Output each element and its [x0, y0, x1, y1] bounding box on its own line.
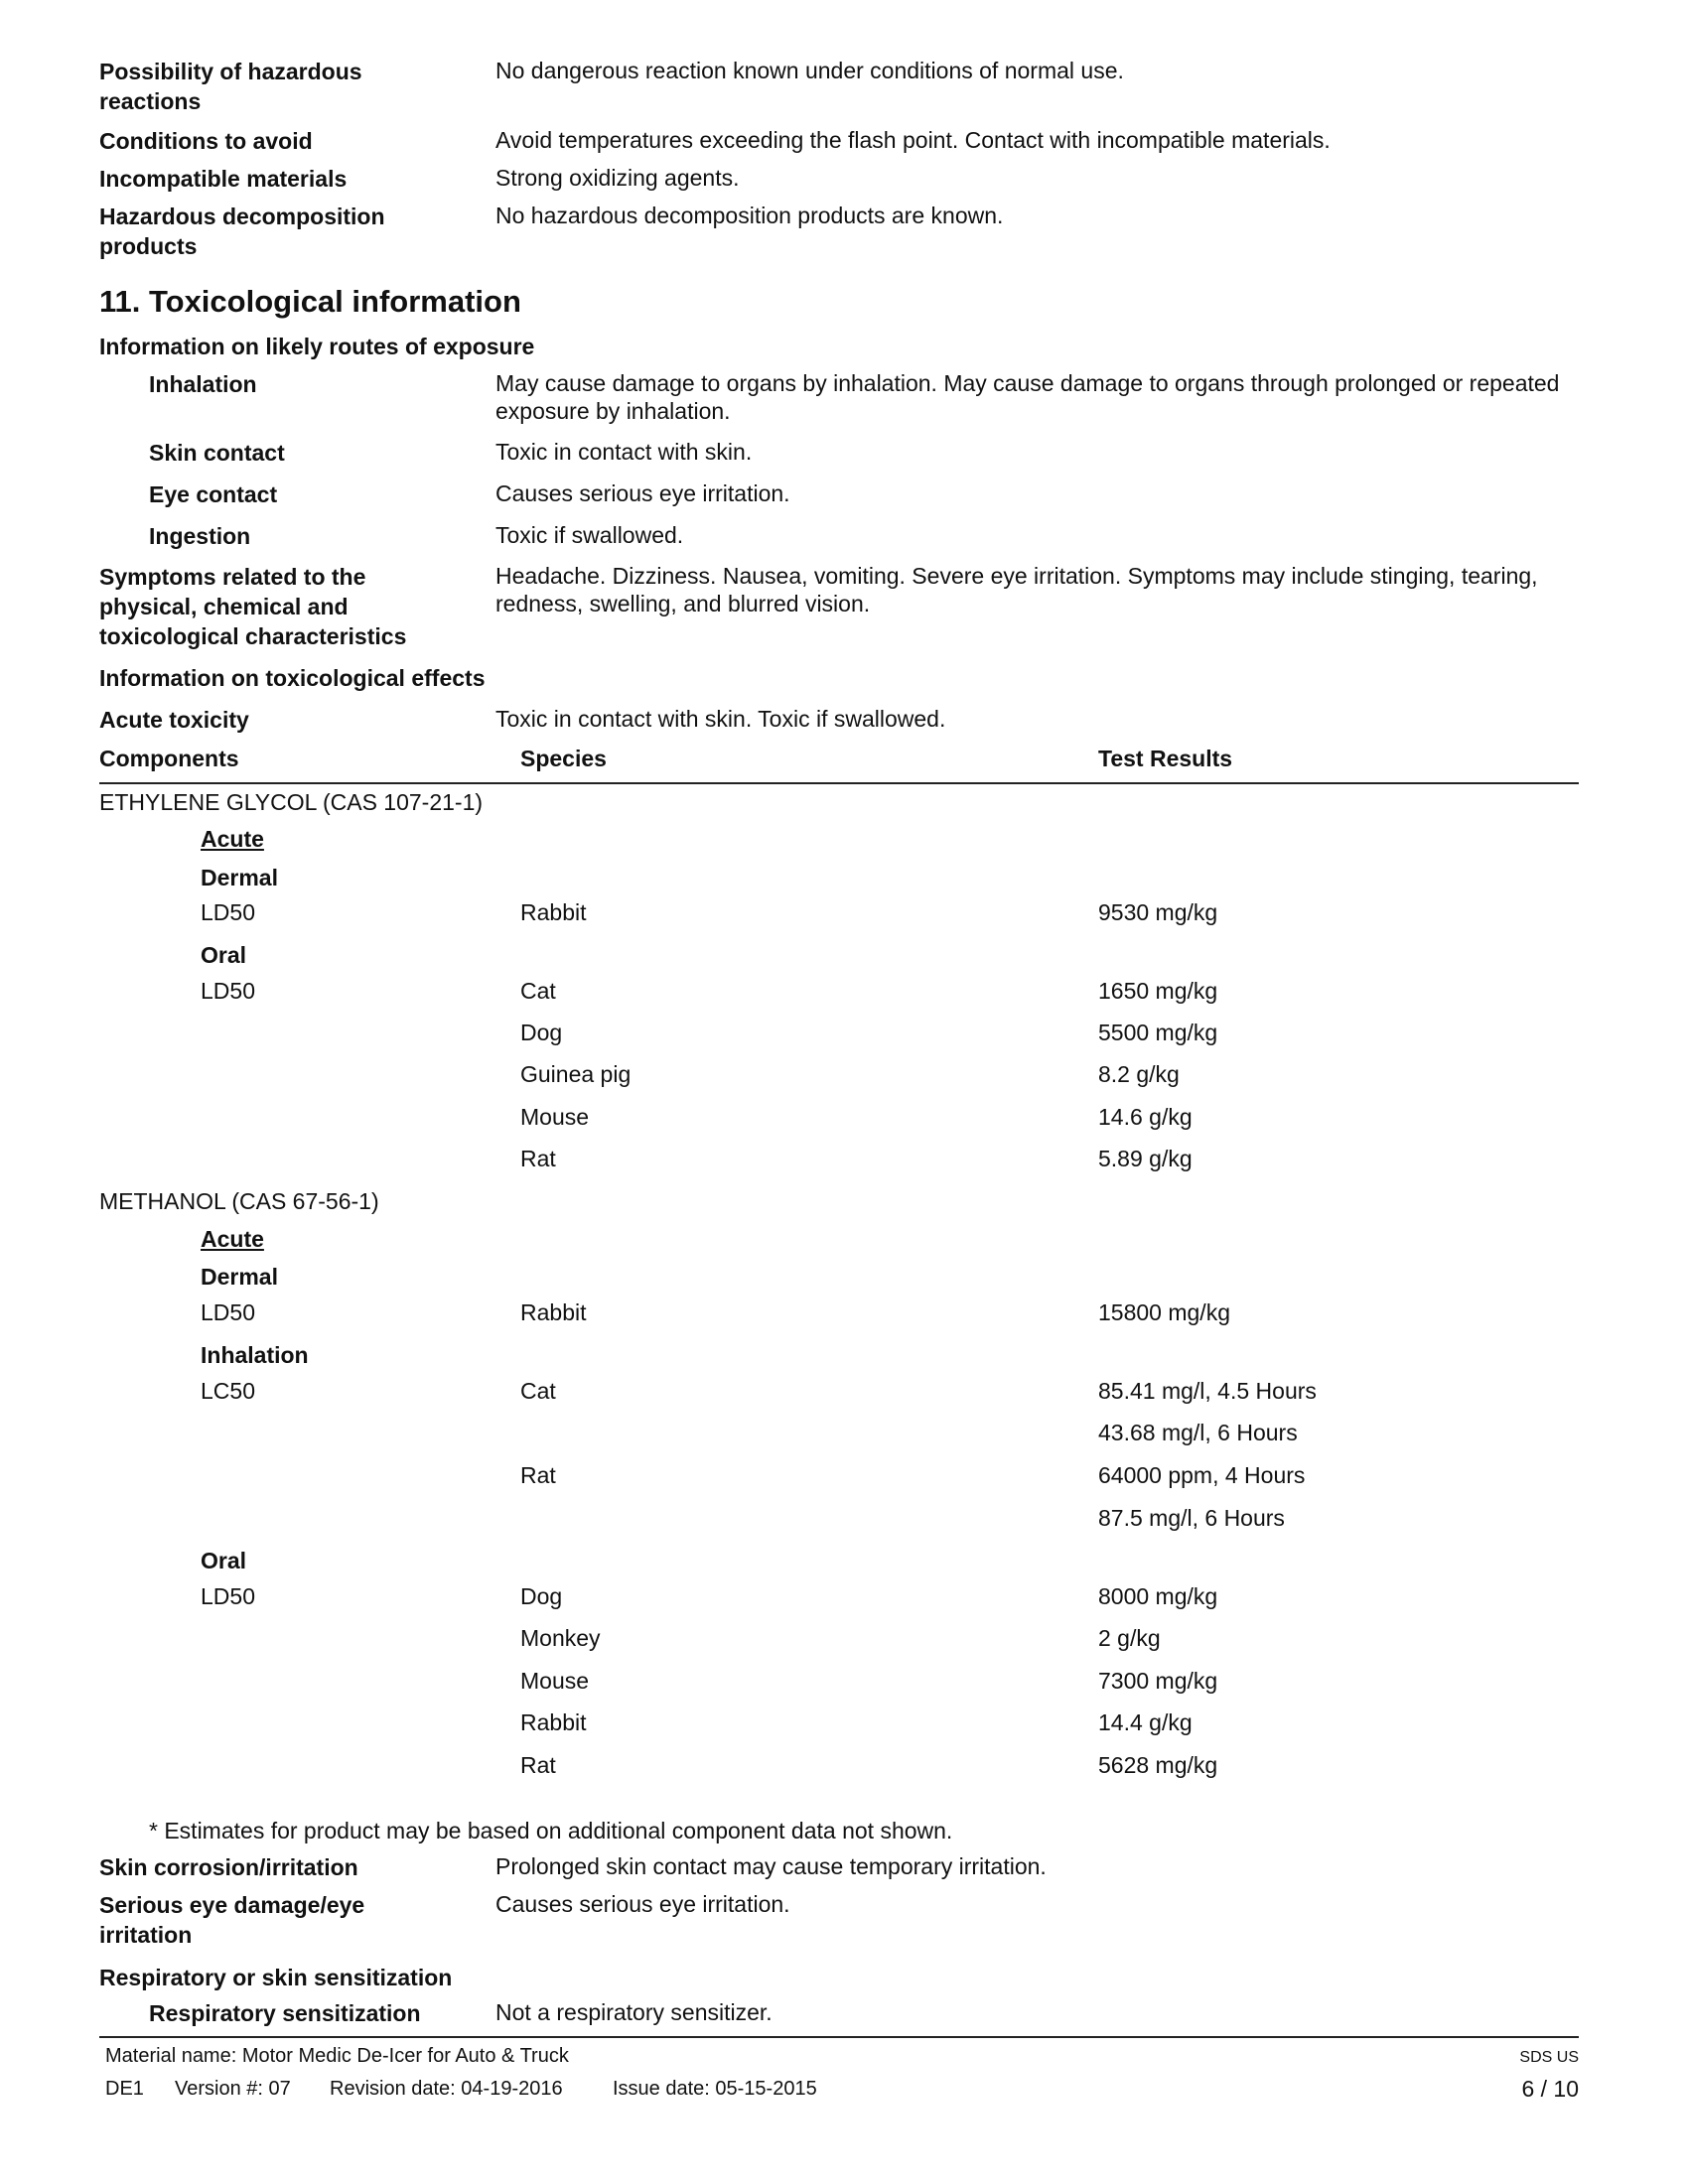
result-cell: 43.68 mg/l, 6 Hours: [1098, 1420, 1298, 1445]
routes-heading: Information on likely routes of exposure: [99, 334, 535, 359]
row-label: Serious eye damage/eye irritation: [99, 1892, 365, 1948]
header-components: Components: [99, 746, 239, 771]
component-name: METHANOL (CAS 67-56-1): [99, 1188, 379, 1214]
header-species: Species: [520, 746, 607, 771]
route-label: Dermal: [201, 865, 278, 890]
sds-label: SDS US: [1519, 2049, 1579, 2066]
result-cell: 7300 mg/kg: [1098, 1668, 1218, 1694]
acute-label: Acute: [201, 1226, 264, 1252]
estimates-note: * Estimates for product may be based on additional component data not shown.: [149, 1818, 953, 1843]
result-cell: 9530 mg/kg: [1098, 899, 1218, 925]
route-label: Oral: [201, 942, 247, 968]
species-cell: Dog: [520, 1583, 563, 1609]
result-cell: 64000 ppm, 4 Hours: [1098, 1462, 1306, 1488]
row-value: Causes serious eye irritation.: [495, 1891, 790, 1917]
species-cell: Rat: [520, 1146, 556, 1171]
row-label: Incompatible materials: [99, 166, 348, 192]
row-value: Causes serious eye irritation.: [495, 480, 790, 506]
row-label: Respiratory sensitization: [149, 2000, 421, 2026]
species-cell: Cat: [520, 978, 556, 1004]
species-cell: Dog: [520, 1020, 563, 1045]
result-cell: 8.2 g/kg: [1098, 1061, 1180, 1087]
route-label: Inhalation: [201, 1342, 309, 1368]
species-cell: Rat: [520, 1752, 556, 1778]
row-value: Toxic if swallowed.: [495, 522, 684, 548]
result-cell: 1650 mg/kg: [1098, 978, 1218, 1004]
row-label: Possibility of hazardous reactions: [99, 59, 362, 114]
test-type: LD50: [201, 1583, 255, 1609]
row-label: Hazardous decomposition products: [99, 204, 385, 259]
species-cell: Rabbit: [520, 1299, 587, 1325]
row-value: Avoid temperatures exceeding the flash point. Contact with incompatible materials.: [495, 127, 1331, 153]
effects-heading: Information on toxicological effects: [99, 665, 486, 691]
result-cell: 87.5 mg/l, 6 Hours: [1098, 1505, 1285, 1531]
result-cell: 5500 mg/kg: [1098, 1020, 1218, 1045]
page-number: 6 / 10: [1521, 2076, 1579, 2102]
header-test-results: Test Results: [1098, 746, 1233, 771]
material-name: Material name: Motor Medic De-Icer for Auto & Truck: [105, 2045, 569, 2067]
row-value: May cause damage to organs by inhalation. May cause damage to organs through prolonged or repeated exposure by inhalation.: [495, 370, 1560, 424]
result-cell: 85.41 mg/l, 4.5 Hours: [1098, 1378, 1317, 1404]
species-cell: Mouse: [520, 1668, 590, 1694]
row-label: Eye contact: [149, 481, 278, 507]
species-cell: Mouse: [520, 1104, 590, 1130]
issue-date: Issue date: 05-15-2015: [613, 2078, 817, 2100]
row-value: No dangerous reaction known under conditions of normal use.: [495, 58, 1124, 83]
test-type: LD50: [201, 1299, 255, 1325]
result-cell: 5.89 g/kg: [1098, 1146, 1193, 1171]
result-cell: 2 g/kg: [1098, 1625, 1161, 1651]
species-cell: Rabbit: [520, 1709, 587, 1735]
row-label: Acute toxicity: [99, 707, 249, 733]
revision-date: Revision date: 04-19-2016: [330, 2078, 563, 2100]
row-label: Skin corrosion/irritation: [99, 1854, 358, 1880]
row-value: Prolonged skin contact may cause temporary irritation.: [495, 1853, 1047, 1879]
result-cell: 5628 mg/kg: [1098, 1752, 1218, 1778]
row-label: Ingestion: [149, 523, 251, 549]
component-name: ETHYLENE GLYCOL (CAS 107-21-1): [99, 789, 484, 815]
species-cell: Cat: [520, 1378, 556, 1404]
row-value: Not a respiratory sensitizer.: [495, 1999, 773, 2025]
result-cell: 8000 mg/kg: [1098, 1583, 1218, 1609]
result-cell: 14.6 g/kg: [1098, 1104, 1193, 1130]
row-value: No hazardous decomposition products are known.: [495, 203, 1004, 228]
row-label: Symptoms related to the physical, chemical and toxicological characteristics: [99, 564, 407, 649]
row-value: Toxic in contact with skin.: [495, 439, 753, 465]
acute-label: Acute: [201, 826, 264, 852]
species-cell: Rat: [520, 1462, 556, 1488]
version-number: Version #: 07: [175, 2078, 291, 2100]
row-value: Headache. Dizziness. Nausea, vomiting. Severe eye irritation. Symptoms may include stinging, tearing, redness, swelling, and blurred vision.: [495, 563, 1538, 616]
route-label: Oral: [201, 1548, 247, 1573]
row-value: Strong oxidizing agents.: [495, 165, 740, 191]
product-code: DE1: [105, 2078, 144, 2100]
species-cell: Guinea pig: [520, 1061, 632, 1087]
row-value: Toxic in contact with skin. Toxic if swallowed.: [495, 706, 946, 732]
result-cell: 14.4 g/kg: [1098, 1709, 1193, 1735]
footer-rule: [99, 2036, 1579, 2038]
test-type: LC50: [201, 1378, 255, 1404]
route-label: Dermal: [201, 1264, 278, 1290]
species-cell: Monkey: [520, 1625, 601, 1651]
section-title: 11. Toxicological information: [99, 284, 521, 319]
result-cell: 15800 mg/kg: [1098, 1299, 1230, 1325]
row-label: Skin contact: [149, 440, 285, 466]
table-header-rule: [99, 782, 1579, 784]
test-type: LD50: [201, 978, 255, 1004]
test-type: LD50: [201, 899, 255, 925]
species-cell: Rabbit: [520, 899, 587, 925]
row-label: Inhalation: [149, 371, 257, 397]
row-label: Conditions to avoid: [99, 128, 313, 154]
sensitization-heading: Respiratory or skin sensitization: [99, 1965, 453, 1990]
